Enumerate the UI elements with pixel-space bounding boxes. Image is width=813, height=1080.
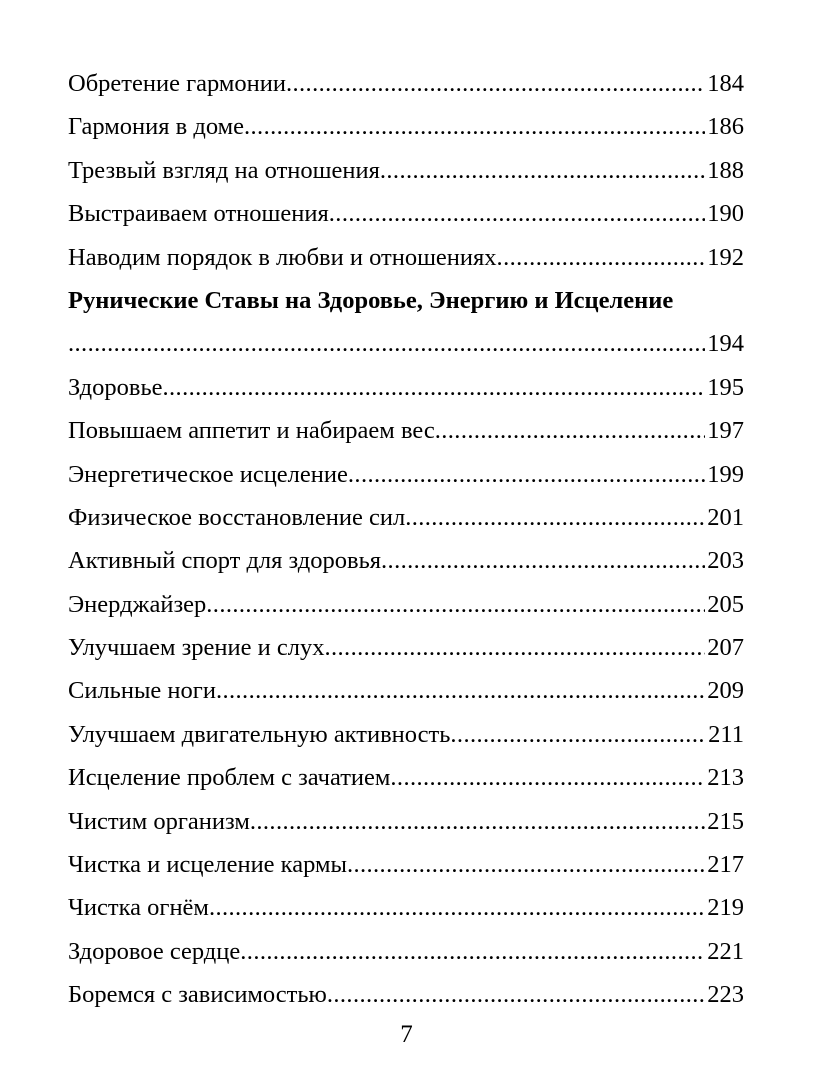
toc-entry-title: Обретение гармонии — [68, 70, 286, 97]
toc-leader-dots — [348, 453, 705, 496]
toc-leader-dots — [68, 322, 705, 365]
toc-entry-page: 205 — [707, 590, 744, 618]
toc-entry-page: 201 — [707, 503, 744, 531]
toc-entry-page: 221 — [707, 937, 744, 965]
toc-entry-title: Исцеление проблем с зачатием — [68, 764, 391, 792]
toc-leader-dots — [435, 409, 706, 452]
section-title: Рунические Ставы на Здоровье, Энергию и Исцеление — [68, 286, 674, 314]
toc-entry-title: Боремся с зависимостью — [68, 981, 327, 1009]
toc-entry[interactable] — [68, 583, 744, 626]
toc-entry-page: 186 — [707, 113, 744, 141]
toc-entry[interactable] — [68, 105, 744, 148]
toc-entry-page: 209 — [707, 677, 744, 705]
toc-entry[interactable] — [68, 236, 744, 279]
toc-entry[interactable] — [68, 843, 744, 886]
toc-entry-page: 213 — [707, 764, 744, 792]
toc-entry-title: Наводим порядок в любви и отношениях — [68, 243, 497, 271]
toc-entry-title: Активный спорт для здоровья — [68, 547, 382, 575]
toc-entry-page: 215 — [707, 807, 744, 835]
toc-leader-dots — [329, 192, 705, 235]
toc-entry[interactable] — [68, 409, 744, 452]
toc-leader-dots — [327, 973, 705, 1016]
toc-entry[interactable] — [68, 62, 744, 105]
toc-entry-page: 192 — [707, 243, 744, 271]
toc-entry[interactable] — [68, 453, 744, 496]
toc-entry-page: 217 — [707, 851, 744, 879]
toc-entry-title: Энерджайзер — [68, 590, 207, 618]
page-number: 7 — [400, 1021, 413, 1048]
toc-entry-page: 190 — [707, 200, 744, 228]
toc-entry[interactable] — [68, 886, 744, 929]
toc-entry-title: Энергетическое исцеление — [68, 460, 348, 488]
toc-leader-dots — [286, 62, 705, 105]
toc-entry-title: Трезвый взгляд на отношения — [68, 156, 380, 184]
toc-entry-title: Выстраиваем отношения — [68, 200, 329, 228]
toc-entry[interactable] — [68, 756, 744, 799]
toc-entry-title: Физическое восстановление сил — [68, 503, 406, 531]
toc-section-heading[interactable] — [68, 279, 744, 366]
toc-entry-title: Сильные ноги — [68, 677, 216, 705]
toc-leader-dots — [381, 539, 705, 582]
toc-leader-dots — [450, 713, 706, 756]
toc-leader-dots — [209, 886, 705, 929]
toc-leader-dots — [347, 843, 705, 886]
toc-entry-title: Улучшаем зрение и слух — [68, 634, 325, 662]
toc-leader-dots — [405, 496, 705, 539]
toc-leader-dots — [244, 105, 705, 148]
toc-leader-dots — [216, 669, 705, 712]
toc-entry-title: Гармония в доме — [68, 113, 244, 141]
toc-entry[interactable] — [68, 539, 744, 582]
toc-entry[interactable] — [68, 800, 744, 843]
toc-entry-title: Чистка и исцеление кармы — [68, 851, 347, 879]
toc-entry[interactable] — [68, 192, 744, 235]
toc-leader-dots — [324, 626, 705, 669]
toc-leader-dots — [390, 756, 705, 799]
table-of-contents — [68, 62, 744, 1017]
toc-entry-page: 223 — [707, 981, 744, 1009]
toc-entry-title: Чистка огнём — [68, 894, 209, 922]
toc-entry-title: Чистим организм — [68, 807, 250, 835]
toc-entry[interactable] — [68, 669, 744, 712]
toc-entry-page: 203 — [707, 547, 744, 575]
toc-entry-page: 219 — [707, 894, 744, 922]
toc-entry-page: 207 — [707, 634, 744, 662]
toc-entry-title: Здоровое сердце — [68, 937, 241, 965]
toc-entry[interactable] — [68, 496, 744, 539]
toc-entry[interactable] — [68, 973, 744, 1016]
toc-entry-title: Повышаем аппетит и набираем вес — [68, 417, 435, 445]
toc-entry-page: 194 — [707, 330, 744, 358]
toc-entry-page: 188 — [707, 156, 744, 184]
toc-entry[interactable] — [68, 366, 744, 409]
toc-entry-page: 195 — [707, 373, 744, 401]
toc-entry-page: 199 — [707, 460, 744, 488]
toc-entry[interactable] — [68, 149, 744, 192]
toc-leader-dots — [250, 800, 705, 843]
toc-leader-dots — [380, 149, 705, 192]
toc-entry-page: 184 — [707, 70, 744, 97]
toc-entry-title: Здоровье — [68, 373, 163, 401]
toc-entry-page: 197 — [707, 417, 744, 445]
toc-leader-dots — [240, 930, 705, 973]
toc-leader-dots — [497, 236, 706, 279]
toc-leader-dots — [206, 583, 705, 626]
toc-entry[interactable] — [68, 930, 744, 973]
toc-entry[interactable] — [68, 626, 744, 669]
toc-entry-page: 211 — [708, 720, 744, 748]
toc-entry-title: Улучшаем двигательную активность — [68, 720, 451, 748]
toc-entry[interactable] — [68, 713, 744, 756]
toc-leader-dots — [163, 366, 706, 409]
